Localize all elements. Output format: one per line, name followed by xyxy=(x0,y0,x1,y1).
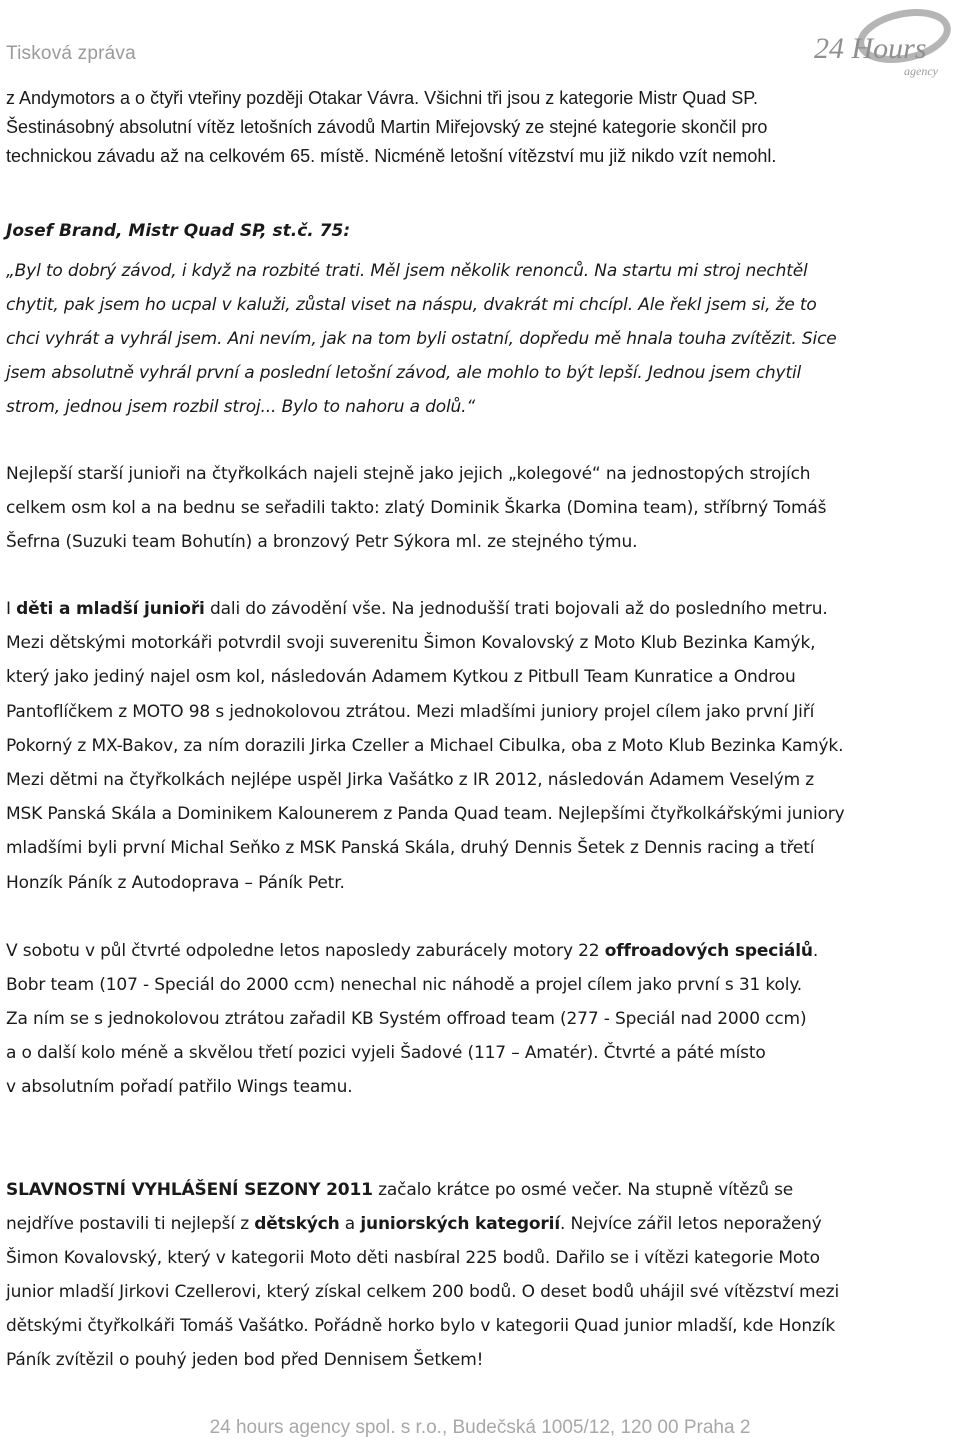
text-line: Šimon Kovalovský, který v kategorii Moto děti nasbíral 225 bodů. Dařilo se i vítězi kategorie Moto xyxy=(6,1248,820,1268)
text-line: Šestinásobný absolutní vítěz letošních závodů Martin Miřejovský ze stejné kategorie skončil pro xyxy=(6,117,768,137)
header-label: Tisková zpráva xyxy=(6,43,136,64)
awards-paragraph xyxy=(6,1173,839,1377)
text-line: Honzík Páník z Autodoprava – Páník Petr. xyxy=(6,872,345,893)
text-line: SLAVNOSTNÍ VYHLÁŠENÍ SEZONY 2011 začalo krátce po osmé večer. Na stupně vítězů se xyxy=(6,1180,794,1200)
text-line: Pokorný z MX-Bakov, za ním dorazili Jirka Czeller a Michael Cibulka, oba z Moto Klub Bezinka Kamýk. xyxy=(6,735,844,756)
text-line: „Byl to dobrý závod, i když na rozbité trati. Měl jsem několik renonců. Na startu mi stroj nechtěl xyxy=(6,261,808,281)
text-line: technickou závadu až na celkovém 65. místě. Nicméně letošní vítězství mu již nikdo vzít nemohl. xyxy=(6,146,777,166)
text-line: MSK Panská Skála a Dominikem Kalounerem z Panda Quad team. Nejlepšími čtyřkolkářskými juniory xyxy=(6,804,845,825)
text-line: a o další kolo méně a skvělou třetí pozici vyjeli Šadové (117 – Amatér). Čtvrté a páté místo xyxy=(6,1043,766,1063)
company-logo xyxy=(806,2,958,80)
text-line: nejdříve postavili ti nejlepší z dětských a juniorských kategorií. Nejvíce zářil letos neporažený xyxy=(6,1214,822,1234)
text-line: Pantoflíčkem z MOTO 98 s jednokolovou ztrátou. Mezi mladšími juniory projel cílem jako první Jiří xyxy=(6,701,815,722)
text-line: mladšími byli první Michal Seňko z MSK Panská Skála, druhý Dennis Šetek z Dennis racing a třetí xyxy=(6,838,815,859)
text-line: Bobr team (107 - Speciál do 2000 ccm) nenechal nic náhodě a projel cílem jako první s 31 koly. xyxy=(6,975,803,995)
quote-paragraph xyxy=(6,254,837,424)
bold-phrase: děti a mladší junioři xyxy=(16,599,205,619)
text-line: V sobotu v půl čtvrté odpoledne letos naposledy zaburácely motory 22 offroadových speciálů. xyxy=(6,941,819,961)
text-line: I děti a mladší junioři dali do závodění vše. Na jednodušší trati bojovali až do posledního metru. xyxy=(6,599,828,619)
seniors-paragraph xyxy=(6,457,826,559)
bold-phrase: juniorských kategorií xyxy=(360,1214,561,1234)
bold-phrase: dětských xyxy=(254,1214,340,1234)
text-line: v absolutním pořadí patřilo Wings teamu. xyxy=(6,1077,353,1097)
text-line: z Andymotors a o čtyři vteřiny později Otakar Vávra. Všichni tři jsou z kategorie Mistr Quad SP. xyxy=(6,88,758,108)
text-line: strom, jednou jsem rozbil stroj... Bylo to nahoru a dolů.“ xyxy=(6,397,476,417)
text-line: Nejlepší starší junioři na čtyřkolkách najeli stejně jako jejich „kolegové“ na jednostopých strojích xyxy=(6,464,811,484)
intro-paragraph xyxy=(6,84,776,171)
kids-paragraph xyxy=(6,592,845,900)
text-line: celkem osm kol a na bednu se seřadili takto: zlatý Dominik Škarka (Domina team), stříbrný Tomáš xyxy=(6,498,827,518)
text-line: který jako jediný najel osm kol, následován Adamem Kytkou z Pitbull Team Kunratice a Ondrou xyxy=(6,667,796,688)
text-line: Za ním se s jednokolovou ztrátou zařadil KB Systém offroad team (277 - Speciál nad 2000 ccm) xyxy=(6,1009,807,1029)
text-line: chytit, pak jsem ho ucpal v kaluži, zůstal viset na náspu, dvakrát mi chcípl. Ale řekl jsem si, že to xyxy=(6,295,817,315)
text-line: dětskými čtyřkolkáři Tomáš Vašátko. Pořádně horko bylo v kategorii Quad junior mladší, kde Honzík xyxy=(6,1316,836,1336)
text-line: jsem absolutně vyhrál první a poslední letošní závod, ale mohlo to být lepší. Jednou jsem chytil xyxy=(6,363,802,383)
text-line: Páník zvítězil o pouhý jeden bod před Dennisem Šetkem! xyxy=(6,1350,484,1370)
logo-subtext: agency xyxy=(904,64,938,78)
quote-heading: Josef Brand, Mistr Quad SP, st.č. 75: xyxy=(6,221,351,241)
footer-address: 24 hours agency spol. s r.o., Budečská 1005/12, 120 00 Praha 2 xyxy=(209,1417,751,1438)
text-line: chci vyhrát a vyhrál jsem. Ani nevím, jak na tom byli ostatní, dopředu mě hnala touha zvítězit. Sice xyxy=(6,329,837,349)
text-line: Mezi dětmi na čtyřkolkách nejlépe uspěl Jirka Vašátko z IR 2012, následován Adamem Veselým z xyxy=(6,770,815,791)
bold-phrase: SLAVNOSTNÍ VYHLÁŠENÍ SEZONY 2011 xyxy=(6,1180,373,1200)
offroad-paragraph xyxy=(6,934,818,1104)
text-line: junior mladší Jirkovi Czellerovi, který získal celkem 200 bodů. O deset bodů uhájil své vítězství mezi xyxy=(6,1282,840,1302)
bold-phrase: offroadových speciálů xyxy=(604,941,813,961)
logo-text: 24 Hours xyxy=(814,32,927,65)
text-line: Šefrna (Suzuki team Bohutín) a bronzový Petr Sýkora ml. ze stejného týmu. xyxy=(6,532,638,552)
text-line: Mezi dětskými motorkáři potvrdil svoji suverenitu Šimon Kovalovský z Moto Klub Bezinka Kamýk, xyxy=(6,633,816,654)
